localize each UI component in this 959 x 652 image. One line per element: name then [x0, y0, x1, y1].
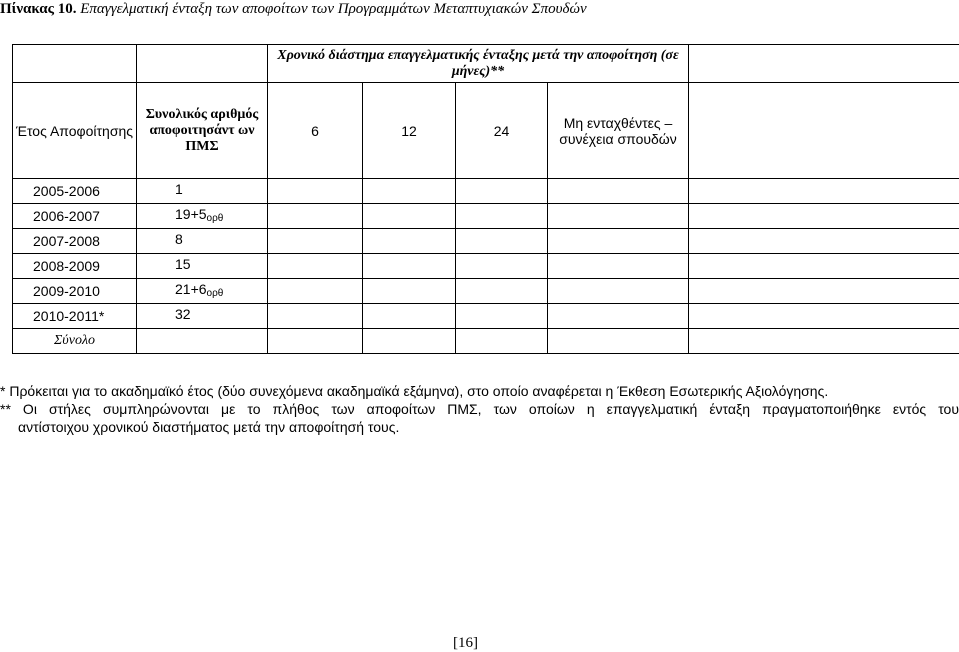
empty-header-cell [689, 83, 959, 179]
graduates-employment-table [12, 44, 959, 354]
count-cell: 32 [137, 304, 268, 329]
interval-24-header: 24 [456, 83, 548, 179]
non-integrated-header: Μη ενταχθέντες – συνέχεια σπουδών [548, 83, 689, 179]
subscript-correction: ορθ [206, 287, 224, 299]
year-cell: 2009-2010 [13, 279, 137, 304]
period-header: Χρονικό διάστημα επαγγελματικής ένταξης μετά την αποφοίτηση (σε μήνες)** [268, 45, 689, 83]
year-cell: 2006-2007 [13, 204, 137, 229]
subscript-correction: ορθ [206, 212, 224, 224]
year-cell: 2007-2008 [13, 229, 137, 254]
table-row [13, 229, 959, 254]
year-cell: 2010-2011* [13, 304, 137, 329]
footnotes [0, 382, 959, 436]
header-row-top [13, 45, 959, 83]
count-cell: $21+6_{o\rho\theta}$ [137, 279, 268, 304]
year-header: Έτος Αποφοίτησης [13, 83, 137, 179]
total-header-top-cell [137, 45, 268, 83]
page-number: [16] [453, 635, 478, 651]
year-header-top-cell [13, 45, 137, 83]
footnote-2-line-2: αντίστοιχου χρονικού διαστήματος μετά την αποφοίτησή τους. [18, 419, 400, 435]
year-cell: 2005-2006 [13, 179, 137, 204]
footnote-2-line-1: ** Οι στήλες συμπληρώνονται με το πλήθος των αποφοίτων ΠΜΣ, των οποίων η επαγγελματική ένταξη πραγματοποιήθηκε εντός του [0, 401, 959, 417]
total-label: Σύνολο [13, 329, 137, 354]
footnote-2 [0, 400, 959, 436]
table-row [13, 279, 959, 304]
caption-label: Πίνακας 10. [0, 1, 77, 17]
caption-title: Επαγγελματική ένταξη των αποφοίτων των Προγραμμάτων Μεταπτυχιακών Σπουδών [80, 1, 587, 17]
interval-6-header: 6 [268, 83, 363, 179]
table-row [13, 304, 959, 329]
count-cell: 8 [137, 229, 268, 254]
table-row [13, 204, 959, 229]
year-cell: 2008-2009 [13, 254, 137, 279]
total-row [13, 329, 959, 354]
table-row [13, 254, 959, 279]
count-cell: $19+5_{o\rho\theta}$ [137, 204, 268, 229]
count-cell: 15 [137, 254, 268, 279]
table-row [13, 179, 959, 204]
table-caption [0, 0, 959, 18]
interval-12-header: 12 [363, 83, 456, 179]
footnote-1: * Πρόκειται για το ακαδημαϊκό έτος (δύο συνεχόμενα ακαδημαϊκά εξάμηνα), στο οποίο αναφέρεται η Έκθεση Εσωτερικής Αξιολόγησης. [0, 383, 829, 399]
count-cell: 1 [137, 179, 268, 204]
total-header: Συνολικός αριθμός αποφοιτησάντ ων ΠΜΣ [137, 83, 268, 179]
header-row-main [13, 83, 959, 179]
empty-header-cell [689, 45, 959, 83]
